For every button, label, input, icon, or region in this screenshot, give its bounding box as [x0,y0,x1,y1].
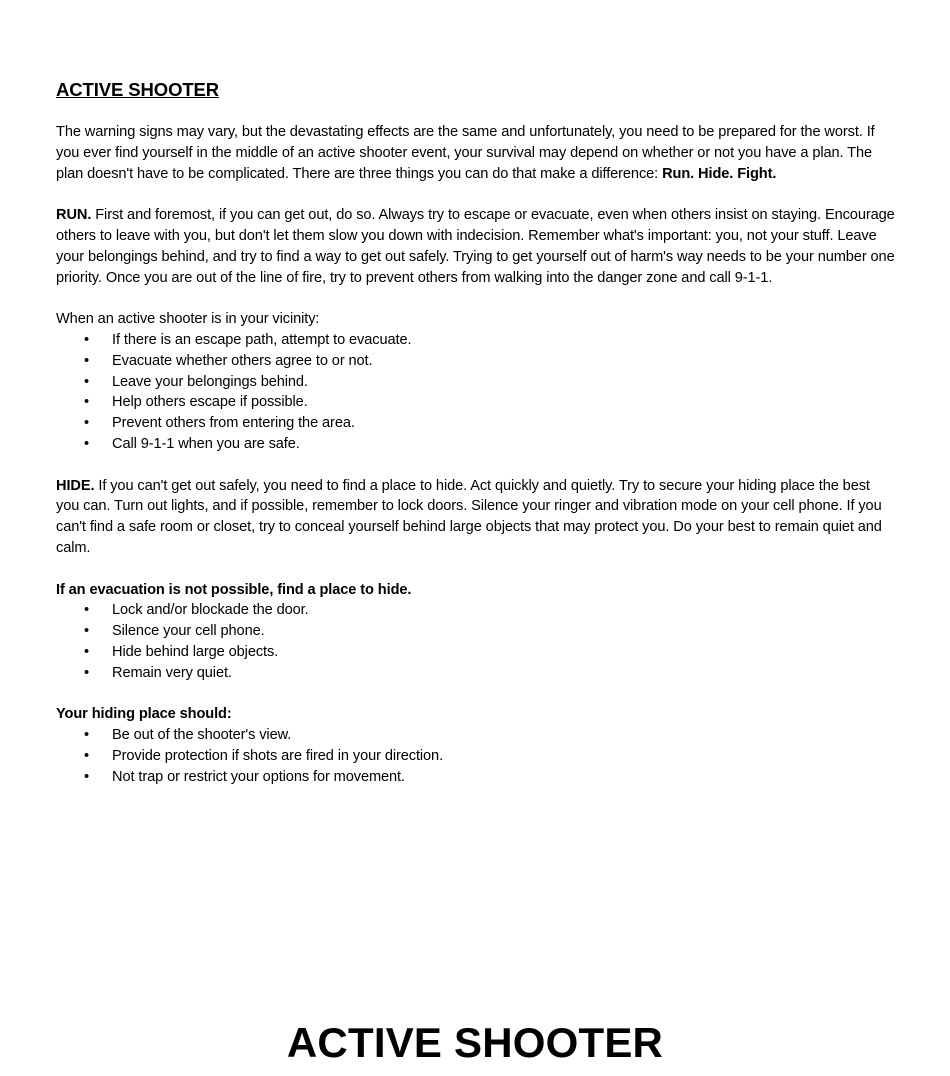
list-item-text: Help others escape if possible. [112,394,308,411]
bullet-icon: • [84,727,90,744]
bullet-icon: • [84,768,90,785]
hide-paragraph [56,476,896,559]
footer-heading: ACTIVE SHOOTER [286,1019,664,1066]
bullet-icon: • [84,415,90,432]
list-item-text: Call 9-1-1 when you are safe. [112,435,300,452]
list-item [56,372,896,393]
hide-lead: HIDE. [56,477,95,494]
bullet-icon: • [84,435,90,452]
hiding-place-list [56,725,896,787]
list-item-text: Be out of the shooter's view. [112,727,292,744]
bullet-icon: • [84,643,90,660]
list-item [56,392,896,413]
bullet-icon: • [84,747,90,764]
list-item [56,767,896,788]
list-item-text: Prevent others from entering the area. [112,415,355,432]
list-item-text: Silence your cell phone. [112,623,265,640]
list-item [56,330,896,351]
list-item [56,434,896,455]
page-title: ACTIVE SHOOTER [56,79,220,100]
bullet-icon: • [84,664,90,681]
list-item [56,642,896,663]
list-item [56,600,896,621]
list-item-text: Leave your belongings behind. [112,373,308,390]
document-page [56,78,896,808]
list-item [56,621,896,642]
bullet-icon: • [84,352,90,369]
vicinity-label: When an active shooter is in your vicinity: [56,311,320,328]
run-lead: RUN. [56,207,92,224]
evacuation-label: If an evacuation is not possible, find a place to hide. [56,581,412,598]
bullet-icon: • [84,623,90,640]
list-item [56,413,896,434]
list-item [56,351,896,372]
bullet-icon: • [84,394,90,411]
intro-paragraph [56,122,896,184]
hiding-place-label: Your hiding place should: [56,706,232,723]
list-item-text: Provide protection if shots are fired in your direction. [112,747,444,764]
list-item [56,663,896,684]
bullet-icon: • [84,602,90,619]
list-item-text: Not trap or restrict your options for movement. [112,768,405,785]
list-item-text: Remain very quiet. [112,664,232,681]
intro-text: The warning signs may vary, but the devastating effects are the same and unfortunately, you need to be prepared for the worst. If you ever find yourself in the middle of an active shooter event, your survival may depend on whether or not you have a plan. The plan doesn't have to be complicated. There are three things you can do that make a difference: [56,124,875,182]
list-item [56,725,896,746]
list-item [56,746,896,767]
hide-text: If you can't get out safely, you need to find a place to hide. Act quickly and quietly. Try to secure your hiding place the best you can. Turn out lights, and if possible, remember to lock doors. Silence your ringer and vibration mode on your cell phone. If you can't find a safe room or closet, try to conceal yourself behind large objects that may protect you. Do your best to remain quiet and calm. [56,477,882,556]
bullet-icon: • [84,331,90,348]
vicinity-list [56,330,896,455]
bullet-icon: • [84,373,90,390]
list-item-text: Lock and/or blockade the door. [112,602,309,619]
evacuation-list [56,600,896,683]
run-text: First and foremost, if you can get out, do so. Always try to escape or evacuate, even when others insist on staying. Encourage others to leave with you, but don't let them slow you down with indecision. Remember what's important: you, not your stuff. Leave your belongings behind, and try to find a way to get out safely. Trying to get yourself out of harm's way needs to be your number one priority. Once you are out of the line of fire, try to prevent others from walking into the danger zone and call 9-1-1. [56,207,895,286]
intro-bold-tail: Run. Hide. Fight. [662,165,777,182]
run-paragraph [56,205,896,288]
list-item-text: If there is an escape path, attempt to evacuate. [112,331,412,348]
list-item-text: Evacuate whether others agree to or not. [112,352,373,369]
list-item-text: Hide behind large objects. [112,643,279,660]
